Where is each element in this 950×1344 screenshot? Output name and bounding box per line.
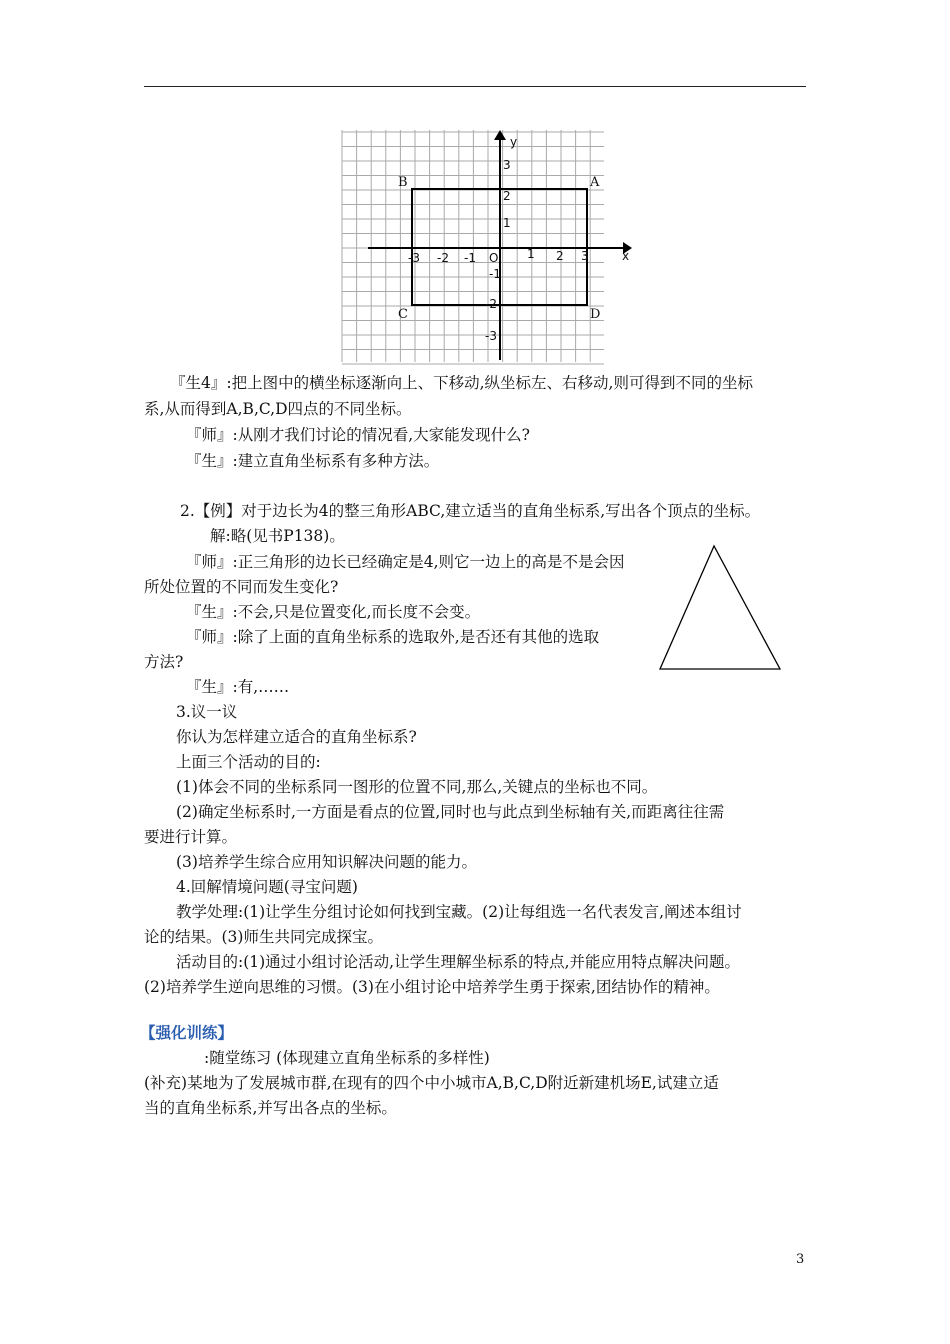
coordinate-grid-figure bbox=[338, 128, 638, 368]
point-b-label: B bbox=[398, 175, 408, 190]
x-tick: -1 bbox=[464, 251, 476, 265]
text-line: 教学处理:(1)让学生分组讨论如何找到宝藏。(2)让每组选一名代表发言,阐述本组讨 bbox=[176, 903, 742, 921]
text-line: 『生4』:把上图中的横坐标逐渐向上、下移动,纵坐标左、右移动,则可得到不同的坐标 bbox=[170, 374, 753, 392]
text-line: 所处位置的不同而发生变化? bbox=[144, 578, 339, 596]
text-line: 『师』:从刚才我们讨论的情况看,大家能发现什么? bbox=[186, 426, 530, 444]
x-tick: 2 bbox=[556, 249, 564, 263]
text-line: 上面三个活动的目的: bbox=[176, 753, 321, 771]
text-line: 解:略(见书P138)。 bbox=[210, 527, 345, 545]
text-line: 『师』:正三角形的边长已经确定是4,则它一边上的高是不是会因 bbox=[186, 553, 625, 571]
text-line: :随堂练习 (体现建立直角坐标系的多样性) bbox=[204, 1049, 490, 1067]
text-line: 『师』:除了上面的直角坐标系的选取外,是否还有其他的选取 bbox=[186, 628, 600, 646]
text-line: (3)培养学生综合应用知识解决问题的能力。 bbox=[176, 853, 477, 871]
text-line: (2)确定坐标系时,一方面是看点的位置,同时也与此点到坐标轴有关,而距离往往需 bbox=[176, 803, 725, 821]
text-line: (补充)某地为了发展城市群,在现有的四个中小城市A,B,C,D附近新建机场E,试建立适 bbox=[144, 1074, 719, 1092]
page-number: 3 bbox=[796, 1252, 805, 1267]
text-line: 你认为怎样建立适合的直角坐标系? bbox=[176, 728, 417, 746]
point-c-label: C bbox=[398, 307, 408, 322]
x-axis-label: x bbox=[622, 249, 630, 263]
text-line: 2.【例】对于边长为4的整三角形ABC,建立适当的直角坐标系,写出各个顶点的坐标。 bbox=[180, 502, 761, 520]
y-tick: 1 bbox=[503, 216, 511, 230]
text-line: 方法? bbox=[144, 653, 184, 671]
text-line: 当的直角坐标系,并写出各点的坐标。 bbox=[144, 1099, 397, 1117]
text-line: 4.回解情境问题(寻宝问题) bbox=[176, 878, 358, 896]
text-line: (2)培养学生逆向思维的习惯。(3)在小组讨论中培养学生勇于探索,团结协作的精神。 bbox=[144, 978, 720, 996]
text-line: (1)体会不同的坐标系同一图形的位置不同,那么,关键点的坐标也不同。 bbox=[176, 778, 658, 796]
point-a-label: A bbox=[590, 175, 600, 190]
text-line: 『生』:不会,只是位置变化,而长度不会变。 bbox=[186, 603, 481, 621]
text-line: 『生』:有,…… bbox=[186, 678, 290, 696]
equilateral-triangle-figure bbox=[656, 540, 786, 674]
y-tick: 3 bbox=[503, 158, 511, 172]
section-heading: 【强化训练】 bbox=[140, 1024, 234, 1042]
text-line: 『生』:建立直角坐标系有多种方法。 bbox=[186, 452, 440, 470]
y-tick: -1 bbox=[489, 267, 501, 281]
y-tick: 2 bbox=[503, 189, 511, 203]
x-tick: 1 bbox=[527, 247, 535, 261]
origin-label: O bbox=[489, 251, 499, 265]
text-line: 活动目的:(1)通过小组讨论活动,让学生理解坐标系的特点,并能应用特点解决问题。 bbox=[176, 953, 741, 971]
text-line: 3.议一议 bbox=[176, 703, 238, 721]
text-line: 要进行计算。 bbox=[144, 828, 238, 846]
x-tick: -2 bbox=[437, 251, 449, 265]
y-axis-label: y bbox=[510, 135, 518, 149]
point-d-label: D bbox=[590, 307, 601, 322]
text-line: 系,从而得到A,B,C,D四点的不同坐标。 bbox=[144, 400, 412, 418]
y-tick: -3 bbox=[485, 329, 497, 343]
y-tick: -2 bbox=[485, 297, 497, 311]
x-tick: 3 bbox=[581, 249, 589, 263]
text-line: 论的结果。(3)师生共同完成探宝。 bbox=[144, 928, 383, 946]
header-rule bbox=[144, 86, 806, 87]
x-tick: -3 bbox=[408, 251, 420, 265]
